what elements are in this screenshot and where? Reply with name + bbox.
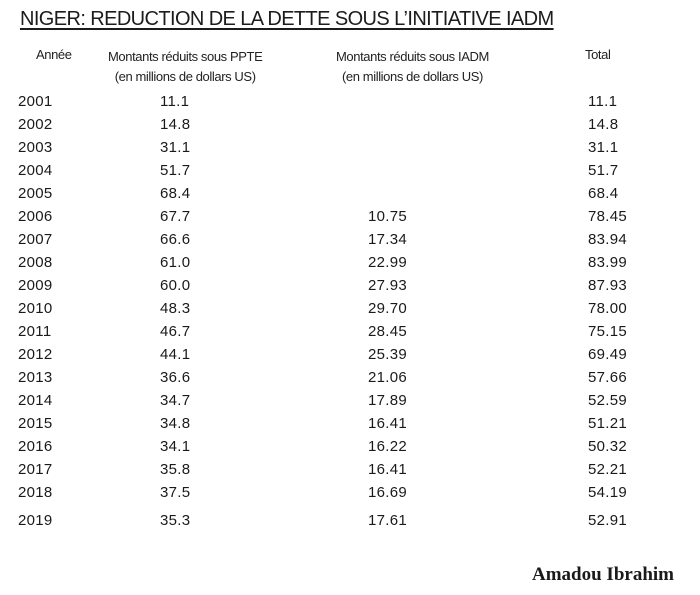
cell-total: 14.8 <box>588 116 619 133</box>
cell-ppte: 46.7 <box>160 323 191 340</box>
cell-iadm: 16.41 <box>368 415 408 432</box>
cell-ppte: 67.7 <box>160 208 191 225</box>
cell-total: 57.66 <box>588 369 628 386</box>
header-ppte-label: Montants réduits sous PPTE <box>108 49 263 64</box>
cell-ppte: 60.0 <box>160 277 191 294</box>
table-row <box>0 116 700 139</box>
cell-total: 87.93 <box>588 277 628 294</box>
cell-iadm: 17.61 <box>368 512 408 529</box>
table-row <box>0 93 700 116</box>
cell-year: 2019 <box>18 512 53 529</box>
header-total: Total <box>585 47 611 62</box>
cell-total: 75.15 <box>588 323 628 340</box>
cell-total: 78.45 <box>588 208 628 225</box>
author-signature: Amadou Ibrahim <box>532 564 674 585</box>
header-iadm <box>336 47 489 87</box>
cell-year: 2001 <box>18 93 53 110</box>
table-row <box>0 484 700 507</box>
table-row <box>0 208 700 231</box>
cell-year: 2010 <box>18 300 53 317</box>
cell-ppte: 34.7 <box>160 392 191 409</box>
document-title: NIGER: REDUCTION DE LA DETTE SOUS L’INITIATIVE IADM <box>20 8 554 30</box>
cell-iadm: 16.22 <box>368 438 408 455</box>
cell-year: 2009 <box>18 277 53 294</box>
cell-ppte: 14.8 <box>160 116 191 133</box>
cell-total: 52.21 <box>588 461 628 478</box>
cell-iadm: 17.89 <box>368 392 408 409</box>
cell-year: 2003 <box>18 139 53 156</box>
cell-year: 2016 <box>18 438 53 455</box>
cell-ppte: 51.7 <box>160 162 191 179</box>
cell-year: 2018 <box>18 484 53 501</box>
cell-total: 51.21 <box>588 415 628 432</box>
cell-year: 2015 <box>18 415 53 432</box>
cell-year: 2004 <box>18 162 53 179</box>
table-row <box>0 392 700 415</box>
table-row <box>0 254 700 277</box>
table-row <box>0 438 700 461</box>
table-row <box>0 185 700 208</box>
table-row <box>0 162 700 185</box>
table-row <box>0 139 700 162</box>
cell-total: 51.7 <box>588 162 619 179</box>
cell-iadm: 29.70 <box>368 300 408 317</box>
table-row <box>0 300 700 323</box>
cell-ppte: 68.4 <box>160 185 191 202</box>
cell-year: 2002 <box>18 116 53 133</box>
cell-total: 52.59 <box>588 392 628 409</box>
cell-year: 2006 <box>18 208 53 225</box>
table-row <box>0 277 700 300</box>
header-year: Année <box>36 47 72 62</box>
table-row <box>0 346 700 369</box>
header-iadm-label: Montants réduits sous IADM <box>336 49 489 64</box>
header-iadm-unit: (en millions de dollars US) <box>341 69 483 84</box>
cell-ppte: 61.0 <box>160 254 191 271</box>
cell-iadm: 16.69 <box>368 484 408 501</box>
cell-iadm: 25.39 <box>368 346 408 363</box>
cell-ppte: 35.3 <box>160 512 191 529</box>
cell-total: 68.4 <box>588 185 619 202</box>
cell-year: 2007 <box>18 231 53 248</box>
cell-ppte: 31.1 <box>160 139 191 156</box>
cell-ppte: 34.1 <box>160 438 191 455</box>
cell-ppte: 36.6 <box>160 369 191 386</box>
header-ppte <box>108 47 262 87</box>
cell-year: 2017 <box>18 461 53 478</box>
cell-iadm: 22.99 <box>368 254 408 271</box>
cell-year: 2008 <box>18 254 53 271</box>
cell-total: 54.19 <box>588 484 628 501</box>
cell-ppte: 37.5 <box>160 484 191 501</box>
cell-total: 52.91 <box>588 512 628 529</box>
cell-ppte: 11.1 <box>160 93 190 110</box>
cell-ppte: 66.6 <box>160 231 191 248</box>
table-row <box>0 369 700 392</box>
cell-total: 83.94 <box>588 231 628 248</box>
cell-iadm: 16.41 <box>368 461 408 478</box>
table-row <box>0 323 700 346</box>
cell-total: 69.49 <box>588 346 628 363</box>
cell-ppte: 35.8 <box>160 461 191 478</box>
cell-year: 2005 <box>18 185 53 202</box>
cell-iadm: 27.93 <box>368 277 408 294</box>
debt-table-body <box>0 93 700 535</box>
cell-iadm: 21.06 <box>368 369 408 386</box>
cell-iadm: 28.45 <box>368 323 408 340</box>
cell-total: 50.32 <box>588 438 628 455</box>
cell-year: 2011 <box>18 323 52 340</box>
cell-iadm: 17.34 <box>368 231 408 248</box>
table-row <box>0 231 700 254</box>
cell-total: 11.1 <box>588 93 618 110</box>
cell-year: 2012 <box>18 346 53 363</box>
cell-total: 31.1 <box>588 139 619 156</box>
cell-ppte: 48.3 <box>160 300 191 317</box>
cell-year: 2013 <box>18 369 53 386</box>
cell-total: 83.99 <box>588 254 628 271</box>
table-row <box>0 461 700 484</box>
table-row <box>0 415 700 438</box>
cell-ppte: 44.1 <box>160 346 191 363</box>
cell-total: 78.00 <box>588 300 628 317</box>
cell-year: 2014 <box>18 392 53 409</box>
cell-iadm: 10.75 <box>368 208 408 225</box>
header-ppte-unit: (en millions de dollars US) <box>114 69 256 84</box>
cell-ppte: 34.8 <box>160 415 191 432</box>
table-row <box>0 512 700 535</box>
